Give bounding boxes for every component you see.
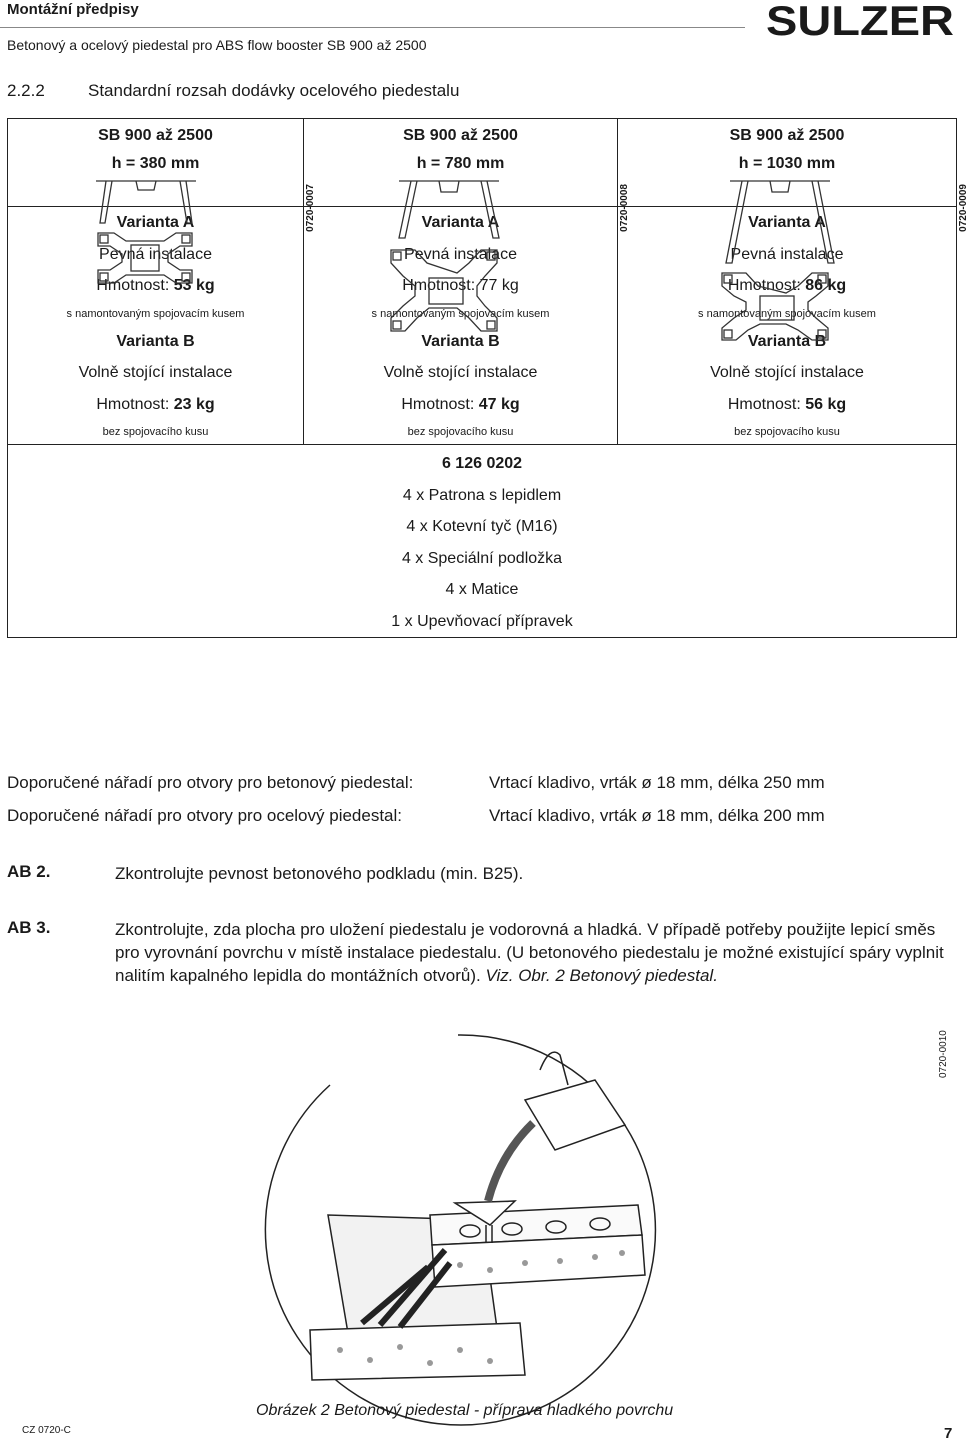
variant-b-type: Volně stojící instalace (383, 364, 538, 381)
tool-label-steel: Doporučené nářadí pro otvory pro ocelový piedestal: (7, 806, 403, 825)
height-label: h = 380 mm (111, 155, 200, 172)
variant-a-weight: Hmotnost: 53 kg (96, 277, 215, 294)
variant-b-type: Volně stojící instalace (710, 364, 864, 381)
variant-a-note: s namontovaným spojovacím kusem (698, 307, 876, 320)
variant-b-weight: Hmotnost: 23 kg (96, 395, 215, 413)
step-label-ab2: AB 2. (7, 862, 51, 881)
variant-a-type: Pevná instalace (730, 245, 844, 263)
figure-caption: Obrázek 2 Betonový piedestal - příprava hladkého povrchu (256, 1402, 674, 1419)
step-text-ab2: Zkontrolujte pevnost betonového podkladu (min. B25). (115, 864, 524, 883)
figure-code: 0720-0010 (938, 1030, 949, 1078)
pedestal-1030-drawing (690, 178, 890, 348)
document-subtitle: Betonový a ocelový piedestal pro ABS flow booster SB 900 až 2500 (7, 37, 427, 53)
document-title: Montážní předpisy (7, 1, 139, 18)
model-label: SB 900 až 2500 (403, 127, 518, 144)
variant-a-note: s namontovaným spojovacím kusem (66, 307, 245, 320)
section-title: Standardní rozsah dodávky ocelového piedestalu (88, 81, 460, 100)
header-rule (0, 27, 745, 28)
pedestal-spec-table (7, 118, 969, 638)
model-label: SB 900 až 2500 (98, 127, 213, 144)
variant-a-note: s namontovaným spojovacím kusem (371, 307, 550, 320)
page-number: 7 (944, 1425, 953, 1442)
variant-a-type: Pevná instalace (99, 245, 212, 263)
footer-doc-code: CZ 0720-C (22, 1425, 71, 1436)
kit-item: 4 x Kotevní tyč (M16) (406, 518, 558, 535)
kit-part-number: 6 126 0202 (441, 455, 523, 472)
variant-a-label: Varianta A (748, 214, 826, 231)
step-text-ab3: Zkontrolujte, zda plocha pro uložení piedestalu je vodorovná a hladká. V případě potřeby použijte lepicí směs pro vyrovnání povrchu v místě instalace piedestalu. (U betonového piedestalu je možné existující spáry vyplnit nalitím kapalného lepidla do montážních otvorů). Viz. Obr. 2 Betonový piedestal. (115, 920, 944, 985)
pedestal-780-drawing (359, 178, 559, 348)
tool-value-concrete: Vrtací kladivo, vrták ø 18 mm, délka 250 mm (489, 773, 825, 792)
kit-row (8, 445, 957, 638)
table-header-row (8, 119, 957, 207)
variant-b-label: Varianta B (421, 332, 500, 350)
variant-b-weight: Hmotnost: 56 kg (727, 395, 847, 413)
variant-b-note: bez spojovacího kusu (102, 426, 209, 438)
model-label: SB 900 až 2500 (729, 127, 845, 144)
drawing-code: 0720-0008 (619, 184, 630, 232)
tool-value-steel: Vrtací kladivo, vrták ø 18 mm, délka 200 mm (489, 806, 825, 825)
logo-text: SULZER (766, 0, 954, 44)
drawing-code: 0720-0007 (305, 184, 316, 232)
variant-b-label: Varianta B (116, 332, 195, 350)
kit-cell (8, 445, 957, 638)
tool-label-concrete: Doporučené nářadí pro otvory pro betonový piedestal: (7, 773, 414, 792)
kit-item: 4 x Patrona s lepidlem (402, 486, 562, 504)
variant-a-type: Pevná instalace (404, 245, 517, 263)
height-label: h = 780 mm (416, 155, 505, 172)
variant-a-label: Varianta A (116, 214, 195, 231)
kit-item: 4 x Speciální podložka (401, 549, 563, 567)
pedestal-380-drawing (56, 178, 256, 348)
variant-b-label: Varianta B (747, 332, 827, 350)
sulzer-logo (766, 0, 956, 44)
variant-b-weight: Hmotnost: 47 kg (401, 395, 520, 413)
variant-b-note: bez spojovacího kusu (407, 426, 514, 438)
variant-a-weight: Hmotnost: 86 kg (727, 277, 847, 294)
kit-item: 1 x Upevňovací přípravek (391, 612, 573, 630)
variant-a-weight: Hmotnost: 77 kg (402, 277, 519, 294)
variant-b-type: Volně stojící instalace (78, 364, 233, 381)
kit-item: 4 x Matice (445, 581, 519, 598)
variant-a-label: Varianta A (421, 214, 500, 231)
section-number: 2.2.2 (7, 81, 45, 100)
height-label: h = 1030 mm (738, 155, 836, 172)
concrete-pedestal-illustration (250, 1025, 680, 1395)
drawing-code: 0720-0009 (958, 184, 969, 232)
variant-b-note: bez spojovacího kusu (734, 426, 840, 438)
step-label-ab3: AB 3. (7, 918, 51, 937)
